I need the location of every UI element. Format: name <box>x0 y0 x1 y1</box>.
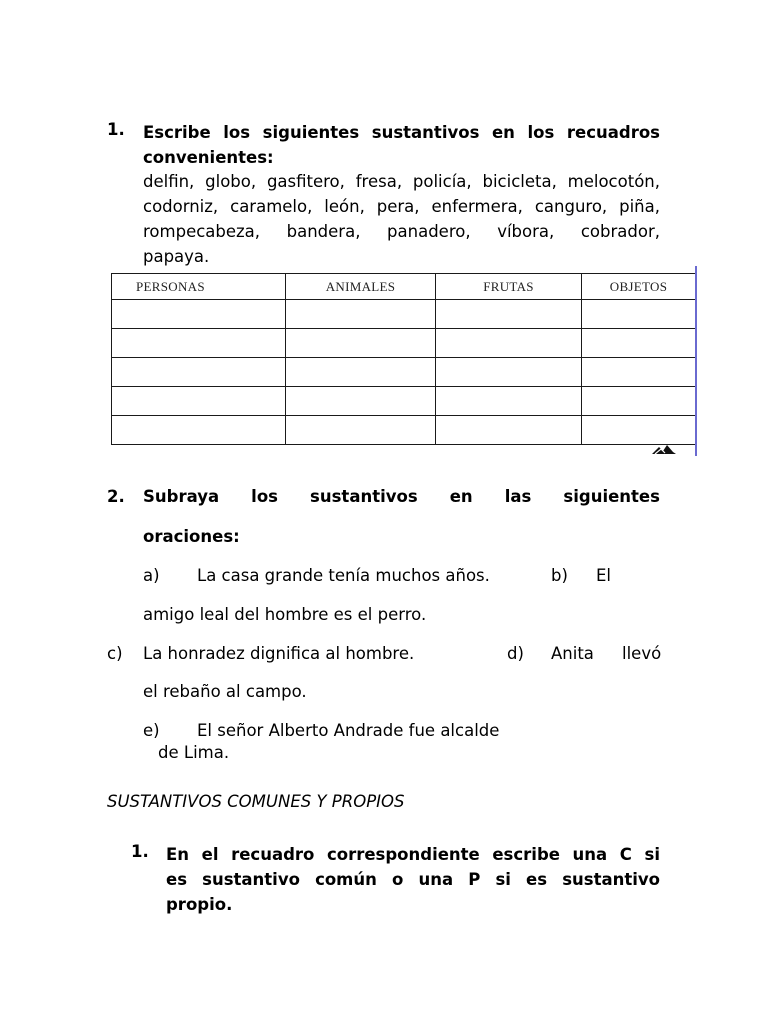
table-cell <box>582 358 696 387</box>
table-row <box>112 300 696 329</box>
question-1-number: 1. <box>107 120 125 139</box>
table-cell <box>112 358 286 387</box>
table-cell <box>436 416 582 445</box>
table-cell <box>436 358 582 387</box>
question-2-heading-line-2: oraciones: <box>143 527 240 546</box>
table-row <box>112 387 696 416</box>
table-cell <box>582 300 696 329</box>
sentence-a-label: a) <box>143 566 160 585</box>
noun-classification-table <box>111 273 696 445</box>
sentence-d-continuation: el rebaño al campo. <box>143 682 307 701</box>
table-cell <box>436 300 582 329</box>
word-list-line: papaya. <box>143 247 210 266</box>
table-cell <box>582 329 696 358</box>
column-header-animales: ANIMALES <box>286 274 436 300</box>
table-cell <box>582 416 696 445</box>
sentence-b-continuation: amigo leal del hombre es el perro. <box>143 605 427 624</box>
sentence-b-text: El <box>596 566 612 585</box>
heading-word: en <box>449 487 473 506</box>
question-line: En el recuadro correspondiente escribe una C si <box>166 845 660 864</box>
question-line: propio. <box>166 895 233 914</box>
question-1-word-list <box>143 169 660 269</box>
section-question-1-number: 1. <box>131 842 149 861</box>
table-cell <box>112 300 286 329</box>
heading-word: Subraya <box>143 487 220 506</box>
sentence-c-text: La honradez dignifica al hombre. <box>143 644 415 663</box>
corner-scribble-icon <box>651 441 677 455</box>
word-list-line: delfin, globo, gasfitero, fresa, policía, bicicleta, melocotón, <box>143 172 660 191</box>
table-row <box>112 358 696 387</box>
sentence-c-label: c) <box>107 644 123 663</box>
heading-word: sustantivos <box>310 487 418 506</box>
question-1-heading <box>143 120 660 170</box>
sentence-d-label: d) <box>507 644 524 663</box>
heading-word: siguientes <box>563 487 660 506</box>
question-line: es sustantivo común o una P si es sustantivo <box>166 870 660 889</box>
sentence-e-label: e) <box>143 721 160 740</box>
table-cell <box>436 329 582 358</box>
sentence-d-word: llevó <box>622 644 662 663</box>
word-list-line: rompecabeza, bandera, panadero, víbora, cobrador, <box>143 222 660 241</box>
table-cell <box>436 387 582 416</box>
question-2-number: 2. <box>107 487 125 506</box>
table-cell <box>286 416 436 445</box>
word-list-line: codorniz, caramelo, león, pera, enfermera, canguro, piña, <box>143 197 660 216</box>
table-cell <box>112 329 286 358</box>
image-right-border <box>695 266 697 456</box>
heading-word: los <box>251 487 278 506</box>
section-question-1-text <box>166 842 660 917</box>
sentence-e-continuation: de Lima. <box>158 743 230 762</box>
heading-word: las <box>504 487 532 506</box>
sentence-d-word: Anita <box>551 644 594 663</box>
column-header-objetos: OBJETOS <box>582 274 696 300</box>
table-cell <box>286 358 436 387</box>
question-2-heading-line-1 <box>143 487 660 506</box>
table-row <box>112 329 696 358</box>
table-cell <box>112 387 286 416</box>
column-header-frutas: FRUTAS <box>436 274 582 300</box>
sentence-a-text: La casa grande tenía muchos años. <box>197 566 490 585</box>
table-cell <box>286 300 436 329</box>
table-header-row <box>112 274 696 300</box>
table-cell <box>582 387 696 416</box>
question-1-heading-line-2: convenientes: <box>143 148 274 167</box>
table-cell <box>286 387 436 416</box>
sentence-e-text: El señor Alberto Andrade fue alcalde <box>197 721 500 740</box>
section-title: SUSTANTIVOS COMUNES Y PROPIOS <box>107 792 405 811</box>
table-row <box>112 416 696 445</box>
question-1-heading-line-1: Escribe los siguientes sustantivos en los recuadros <box>143 123 660 142</box>
table-cell <box>286 329 436 358</box>
sentence-b-label: b) <box>551 566 568 585</box>
column-header-personas: PERSONAS <box>112 274 286 300</box>
table-cell <box>112 416 286 445</box>
